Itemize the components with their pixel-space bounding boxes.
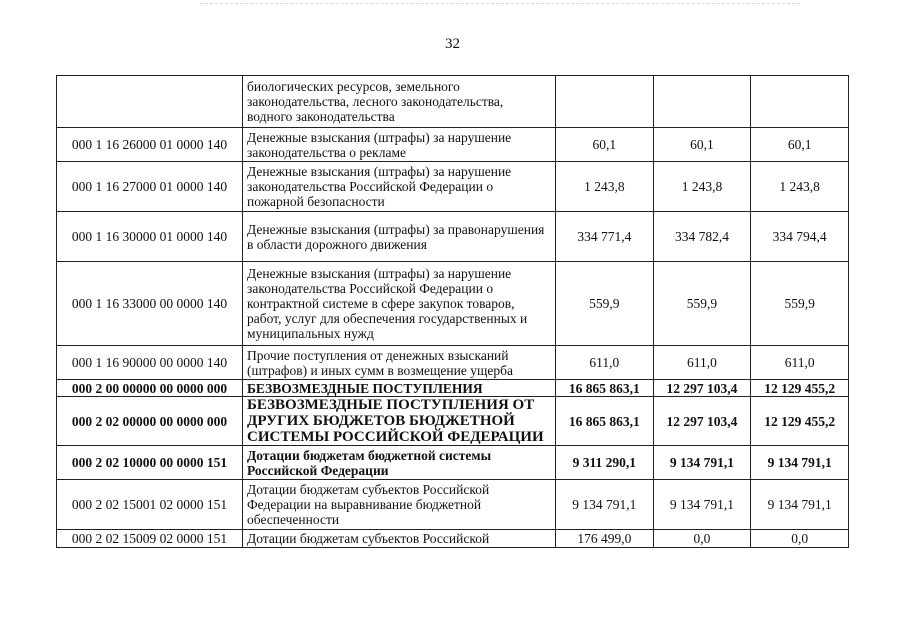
row-value-year-1 — [556, 76, 654, 128]
row-value-year-2: 12 297 103,4 — [653, 380, 751, 397]
row-description: БЕЗВОЗМЕЗДНЫЕ ПОСТУПЛЕНИЯ — [243, 380, 556, 397]
row-value-year-2: 12 297 103,4 — [653, 397, 751, 446]
row-description: Денежные взыскания (штрафы) за нарушение законодательства Российской Федерации о пожарной безопасности — [243, 162, 556, 212]
table-row — [57, 128, 849, 162]
row-value-year-2: 1 243,8 — [653, 162, 751, 212]
budget-revenue-table — [56, 75, 849, 548]
row-description: БЕЗВОЗМЕЗДНЫЕ ПОСТУПЛЕНИЯ ОТ ДРУГИХ БЮДЖЕТОВ БЮДЖЕТНОЙ СИСТЕМЫ РОССИЙСКОЙ ФЕДЕРАЦИИ — [243, 397, 556, 446]
row-value-year-2: 60,1 — [653, 128, 751, 162]
row-value-year-1: 9 134 791,1 — [556, 480, 654, 530]
table-row — [57, 76, 849, 128]
row-code: 000 2 02 15009 02 0000 151 — [57, 530, 243, 548]
row-value-year-1: 559,9 — [556, 262, 654, 346]
row-value-year-2: 334 782,4 — [653, 212, 751, 262]
row-value-year-1: 1 243,8 — [556, 162, 654, 212]
row-description: Прочие поступления от денежных взысканий (штрафов) и иных сумм в возмещение ущерба — [243, 346, 556, 380]
row-description: Дотации бюджетам субъектов Российской Федерации на выравнивание бюджетной обеспеченности — [243, 480, 556, 530]
row-value-year-1: 60,1 — [556, 128, 654, 162]
table-row — [57, 446, 849, 480]
table-row — [57, 162, 849, 212]
row-code: 000 2 02 00000 00 0000 000 — [57, 397, 243, 446]
row-value-year-3: 1 243,8 — [751, 162, 849, 212]
table-row — [57, 530, 849, 548]
table-row — [57, 480, 849, 530]
row-value-year-1: 9 311 290,1 — [556, 446, 654, 480]
row-value-year-2: 611,0 — [653, 346, 751, 380]
row-value-year-2: 0,0 — [653, 530, 751, 548]
row-value-year-2: 559,9 — [653, 262, 751, 346]
row-code: 000 1 16 33000 00 0000 140 — [57, 262, 243, 346]
row-value-year-3: 12 129 455,2 — [751, 397, 849, 446]
row-value-year-3: 559,9 — [751, 262, 849, 346]
row-value-year-3: 9 134 791,1 — [751, 480, 849, 530]
row-code: 000 2 02 10000 00 0000 151 — [57, 446, 243, 480]
row-code: 000 2 02 15001 02 0000 151 — [57, 480, 243, 530]
row-description: Дотации бюджетам субъектов Российской — [243, 530, 556, 548]
table-row — [57, 380, 849, 397]
row-code: 000 1 16 27000 01 0000 140 — [57, 162, 243, 212]
row-value-year-2: 9 134 791,1 — [653, 446, 751, 480]
table-row — [57, 397, 849, 446]
row-description: Дотации бюджетам бюджетной системы Российской Федерации — [243, 446, 556, 480]
table-row — [57, 346, 849, 380]
row-value-year-3: 334 794,4 — [751, 212, 849, 262]
row-description: Денежные взыскания (штрафы) за правонарушения в области дорожного движения — [243, 212, 556, 262]
row-description: Денежные взыскания (штрафы) за нарушение законодательства Российской Федерации о контрактной системе в сфере закупок товаров, работ, услуг для обеспечения государственных и муниципальных нужд — [243, 262, 556, 346]
row-value-year-1: 16 865 863,1 — [556, 397, 654, 446]
row-value-year-2 — [653, 76, 751, 128]
row-value-year-3 — [751, 76, 849, 128]
table-row — [57, 212, 849, 262]
row-code: 000 1 16 26000 01 0000 140 — [57, 128, 243, 162]
row-code — [57, 76, 243, 128]
row-value-year-3: 12 129 455,2 — [751, 380, 849, 397]
table-row — [57, 262, 849, 346]
row-value-year-1: 16 865 863,1 — [556, 380, 654, 397]
row-code: 000 1 16 90000 00 0000 140 — [57, 346, 243, 380]
page-number: 32 — [445, 36, 460, 52]
row-value-year-3: 60,1 — [751, 128, 849, 162]
row-value-year-3: 611,0 — [751, 346, 849, 380]
scan-artifact-line — [200, 3, 800, 4]
row-description: Денежные взыскания (штрафы) за нарушение законодательства о рекламе — [243, 128, 556, 162]
row-description: биологических ресурсов, земельного законодательства, лесного законодательства, водного законодательства — [243, 76, 556, 128]
row-value-year-1: 176 499,0 — [556, 530, 654, 548]
row-code: 000 2 00 00000 00 0000 000 — [57, 380, 243, 397]
row-code: 000 1 16 30000 01 0000 140 — [57, 212, 243, 262]
row-value-year-3: 0,0 — [751, 530, 849, 548]
row-value-year-3: 9 134 791,1 — [751, 446, 849, 480]
row-value-year-2: 9 134 791,1 — [653, 480, 751, 530]
row-value-year-1: 334 771,4 — [556, 212, 654, 262]
row-value-year-1: 611,0 — [556, 346, 654, 380]
